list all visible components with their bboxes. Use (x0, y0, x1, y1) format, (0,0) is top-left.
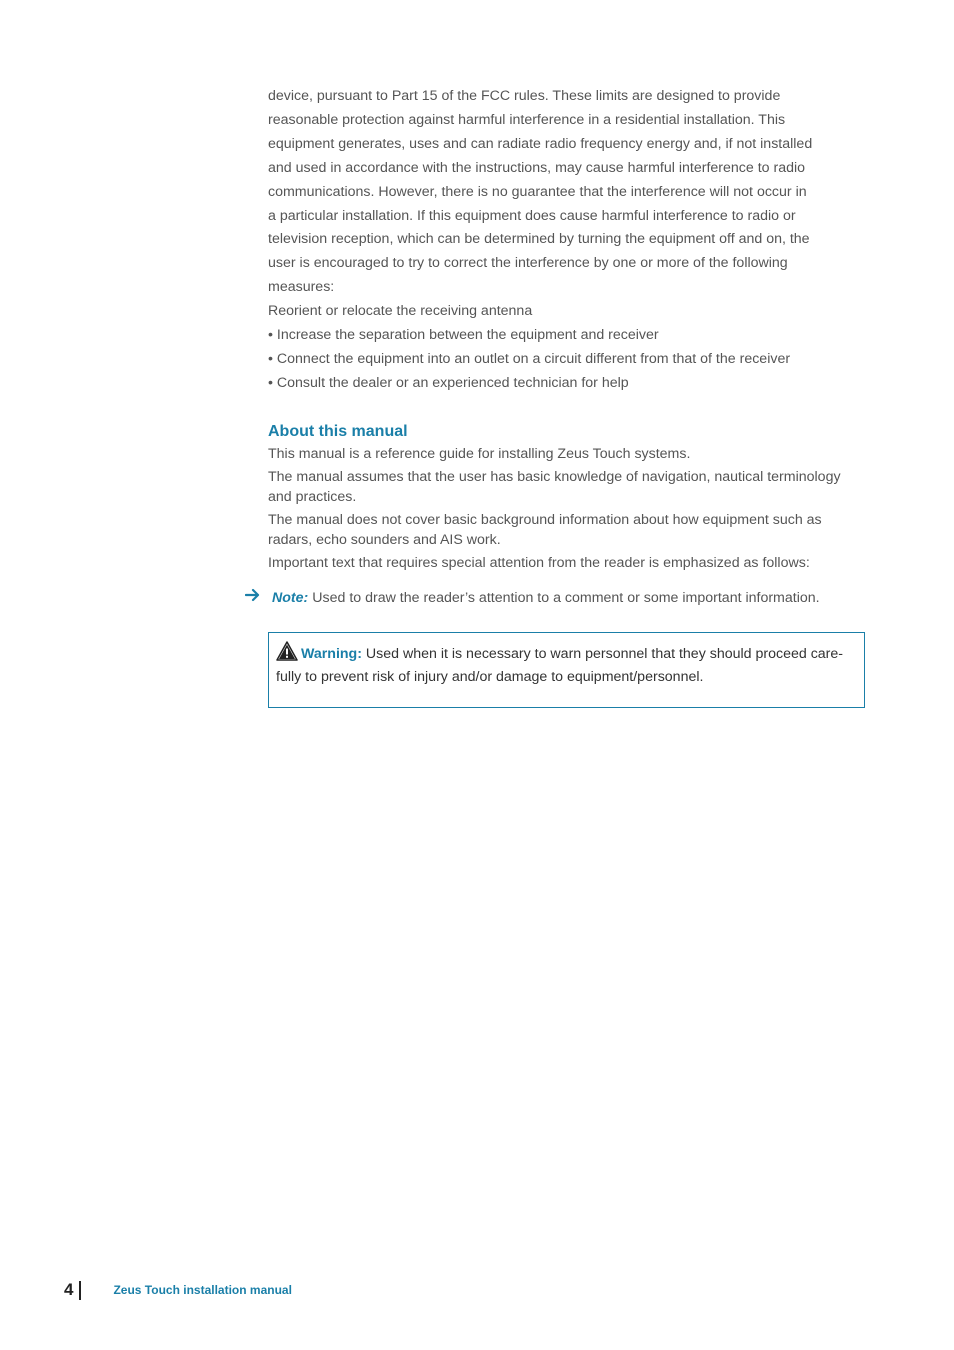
measures-list (268, 300, 868, 396)
list-item: • Connect the equipment into an outlet on a circuit different from that of the receiver (268, 350, 791, 367)
fcc-line: reasonable protection against harmful interference in a residential installation. This (268, 111, 786, 128)
warning-box (268, 632, 865, 708)
fcc-line: user is encouraged to try to correct the interference by one or more of the following (268, 255, 788, 272)
page-footer (64, 1280, 292, 1300)
fcc-line: measures: (268, 279, 335, 296)
manual-title: Zeus Touch installation manual (113, 1283, 292, 1297)
fcc-line: equipment generates, uses and can radiate radio frequency energy and, if not installed (268, 135, 813, 152)
fcc-line: and used in accordance with the instructions, may cause harmful interference to radio (268, 159, 806, 176)
main-content (268, 85, 868, 578)
arrow-right-icon (245, 588, 272, 608)
list-item: Reorient or relocate the receiving antenna (268, 303, 533, 320)
warning-text: Used when it is necessary to warn personnel that they should proceed care-fully to prevent risk of injury and/or damage to equipment/personnel. (276, 646, 844, 685)
fcc-line: television reception, which can be determined by turning the equipment off and on, the (268, 231, 810, 248)
footer-divider (79, 1281, 81, 1300)
about-paragraph: This manual is a reference guide for installing Zeus Touch systems. (268, 445, 691, 462)
list-item: • Consult the dealer or an experienced technician for help (268, 374, 629, 391)
fcc-paragraph (268, 85, 868, 300)
about-paragraph: The manual assumes that the user has basic knowledge of navigation, nautical terminology and practices. (268, 469, 841, 505)
about-paragraph: Important text that requires special attention from the reader is emphasized as follows: (268, 555, 810, 572)
warning-triangle-icon (276, 641, 298, 667)
note-label: Note: (272, 590, 309, 606)
fcc-line: communications. However, there is no guarantee that the interference will not occur in (268, 183, 807, 200)
page-number: 4 (64, 1280, 74, 1299)
fcc-line: a particular installation. If this equipment does cause harmful interference to radio or (268, 207, 796, 224)
section-heading: About this manual (268, 422, 408, 440)
warning-label: Warning: (301, 646, 362, 662)
note-callout (245, 588, 865, 608)
fcc-line: device, pursuant to Part 15 of the FCC rules. These limits are designed to provide (268, 88, 781, 104)
about-paragraph: The manual does not cover basic background information about how equipment such as radars, echo sounders and AIS work. (268, 512, 822, 548)
note-text: Used to draw the reader’s attention to a comment or some important information. (312, 590, 820, 606)
list-item: • Increase the separation between the equipment and receiver (268, 327, 659, 344)
